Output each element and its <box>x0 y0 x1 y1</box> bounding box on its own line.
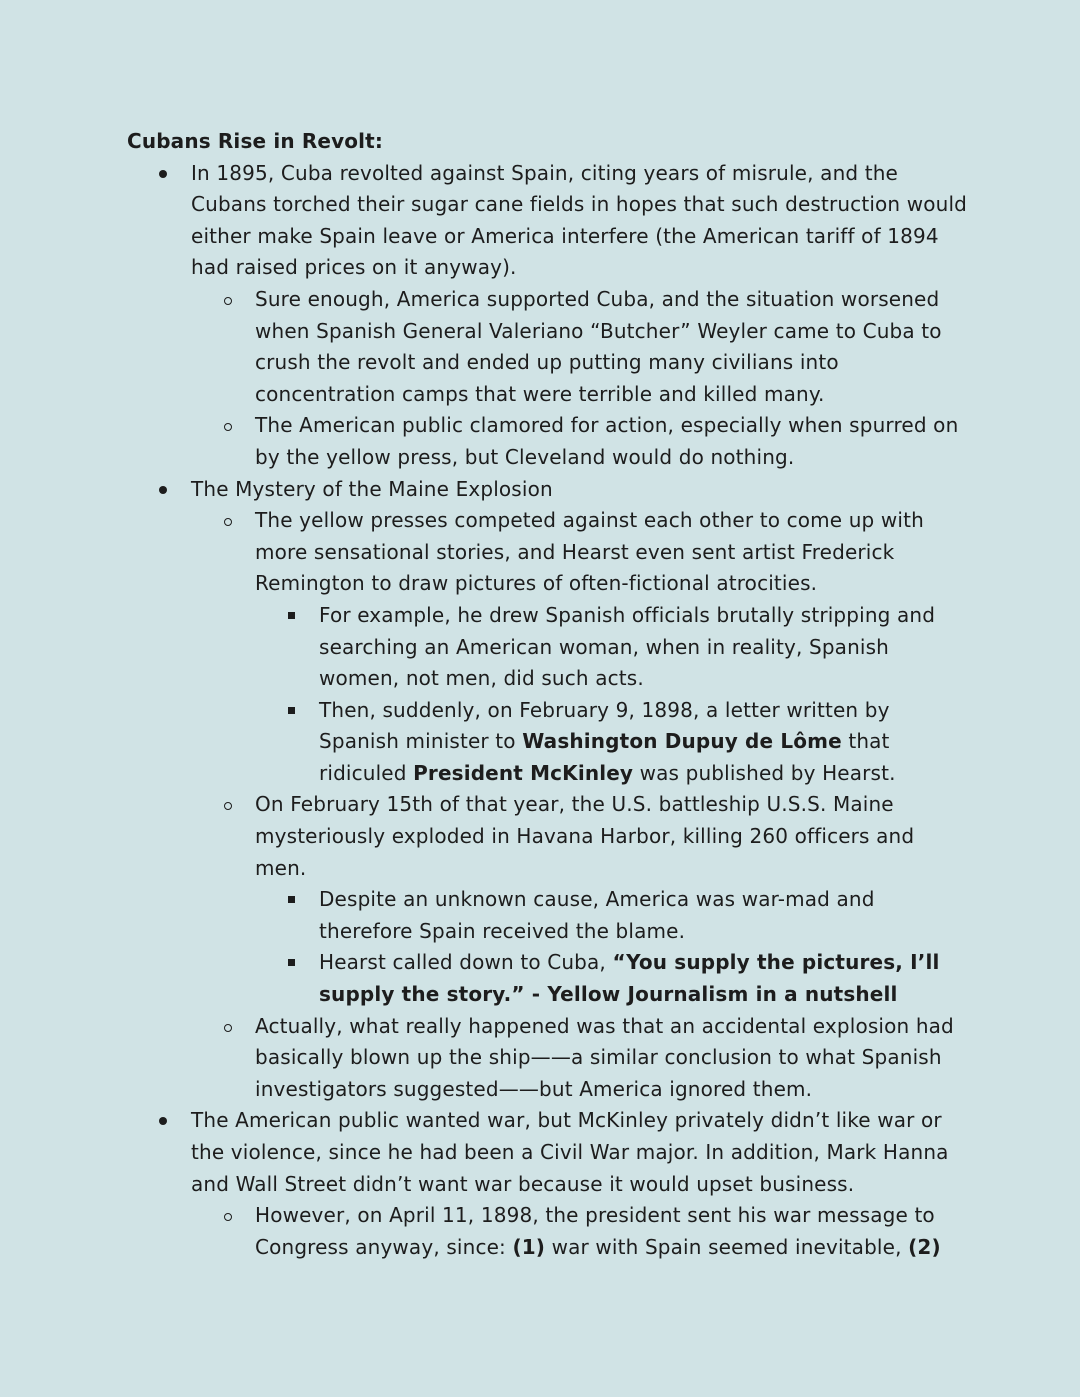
list-item <box>191 284 967 410</box>
bullet-dot-icon <box>159 486 167 494</box>
sub-sub-bullet-text: Then, suddenly, on February 9, 1898, a letter written by Spanish minister to Washington Dupuy de Lôme that ridiculed President McKinley was published by Hearst. <box>319 697 896 785</box>
sub-list <box>127 1200 967 1263</box>
bullet-dot-icon <box>159 1117 167 1125</box>
bold-quote: “You supply the pictures, I’ll supply the story.” - Yellow Journalism in a nutshell <box>319 950 940 1007</box>
bold-name: President McKinley <box>413 760 634 785</box>
list-item <box>191 410 967 473</box>
list-item <box>127 474 967 1106</box>
bullet-text: The American public wanted war, but McKinley privately didn’t like war or the violence, since he had been a Civil War major. In addition, Mark Hanna and Wall Street didn’t want war because it would upset business. <box>191 1108 949 1196</box>
sub-bullet-text: Actually, what really happened was that an accidental explosion had basically blown up the ship——a similar conclusion to what Spanish investigators suggested——but America ignored them. <box>255 1013 954 1101</box>
list-item <box>191 1011 967 1106</box>
sub-bullet-text: However, on April 11, 1898, the president sent his war message to Congress anyway, since: (1) war with Spain seemed inevitable, (2) <box>255 1203 941 1259</box>
list-item <box>191 505 967 789</box>
sub-sub-bullet-text: Despite an unknown cause, America was war-mad and therefore Spain received the blame. <box>319 887 875 943</box>
bullet-circle-icon <box>224 423 232 431</box>
sub-bullet-text: Sure enough, America supported Cuba, and the situation worsened when Spanish General Valeriano “Butcher” Weyler came to Cuba to crush the revolt and ended up putting many civilians into concentration camps that were terrible and killed many. <box>255 286 942 406</box>
sub-bullet-text: The American public clamored for action, especially when spurred on by the yellow press, but Cleveland would do nothing. <box>255 413 959 469</box>
list-item <box>127 158 967 474</box>
sub-sub-bullet-text: For example, he drew Spanish officials brutally stripping and searching an American woman, when in reality, Spanish women, not men, did such acts. <box>319 602 936 691</box>
list-item <box>191 789 967 1010</box>
sub-bullet-text: On February 15th of that year, the U.S. battleship U.S.S. Maine mysteriously exploded in Havana Harbor, killing 260 officers and men. <box>255 792 915 880</box>
bullet-square-icon <box>288 896 295 903</box>
section-heading: Cubans Rise in Revolt: <box>127 129 384 153</box>
sub-bullet-text: The yellow presses competed against each other to come up with more sensational stories, and Hearst even sent artist Frederick Remington to draw pictures of often-fictional atrocities. <box>255 508 924 596</box>
bullet-text: The Mystery of the Maine Explosion <box>191 476 553 501</box>
list-item <box>255 884 967 947</box>
bullet-circle-icon <box>224 1024 232 1032</box>
bullet-square-icon <box>288 612 295 619</box>
list-item <box>127 1105 967 1263</box>
bold-name: Washington Dupuy de Lôme <box>522 729 842 754</box>
list-item <box>255 600 967 695</box>
list-item <box>255 695 967 790</box>
bullet-square-icon <box>288 959 295 966</box>
sub-sub-list <box>191 884 967 1010</box>
sub-list <box>127 284 967 474</box>
bullet-circle-icon <box>224 1213 232 1221</box>
sub-list <box>127 505 967 1105</box>
sub-sub-list <box>191 600 967 790</box>
bullet-dot-icon <box>159 170 167 178</box>
bullet-text: In 1895, Cuba revolted against Spain, citing years of misrule, and the Cubans torched their sugar cane fields in hopes that such destruction would either make Spain leave or America interfere (the American tariff of 1894 had raised prices on it anyway). <box>191 160 968 280</box>
sub-sub-bullet-text: Hearst called down to Cuba, “You supply the pictures, I’ll supply the story.” - Yellow Journalism in a nutshell <box>319 950 940 1007</box>
list-item <box>191 1200 967 1263</box>
bullet-circle-icon <box>224 518 232 526</box>
bullet-list <box>127 158 967 1264</box>
bullet-circle-icon <box>224 297 232 305</box>
bullet-circle-icon <box>224 802 232 810</box>
bullet-square-icon <box>288 707 295 714</box>
notes-content <box>127 126 967 1263</box>
list-item <box>255 947 967 1010</box>
